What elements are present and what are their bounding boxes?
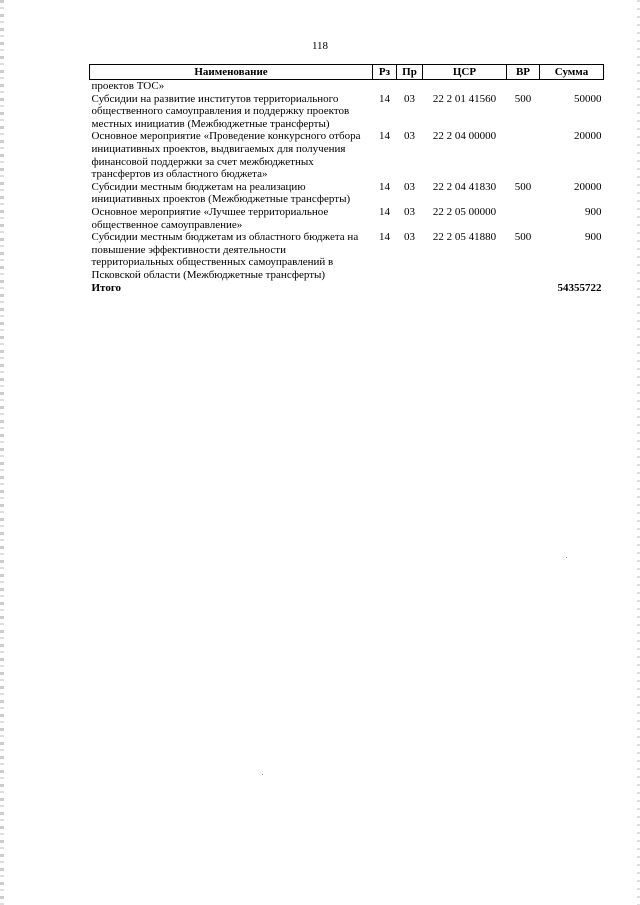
row-name: Основное мероприятие «Проведение конкурсного отбора инициативных проектов, выдвигаемых для получения финансовой поддержки за счет межбюджетных трансфертов из областного бюджета» [91, 130, 361, 181]
row-sum: 50000 [574, 92, 602, 105]
row-pr: 03 [404, 92, 415, 105]
total-label: Итого [91, 281, 122, 294]
row-sum [540, 80, 604, 93]
row-rz [373, 80, 397, 93]
scan-speck [262, 774, 263, 775]
row-csr: 22 2 05 00000 [432, 205, 497, 218]
row-name: Субсидии местным бюджетам из областного бюджета на повышение эффективности деятельности территориальных общественных самоуправлений в Псковской области (Межбюджетные трансферты) [91, 231, 359, 281]
row-vr: 500 [514, 180, 532, 193]
table-row [90, 80, 604, 93]
row-vr [507, 80, 540, 93]
header-csr: ЦСР [423, 65, 507, 80]
row-name: проектов ТОС» [91, 80, 165, 92]
row-vr [507, 130, 540, 180]
row-vr: 500 [514, 231, 532, 244]
row-csr: 22 2 04 41830 [432, 180, 497, 193]
row-pr: 03 [404, 205, 415, 218]
header-name: Наименование [90, 65, 373, 80]
row-pr [397, 80, 423, 93]
table-row [90, 130, 604, 180]
row-sum: 20000 [574, 180, 602, 193]
row-vr [507, 206, 540, 231]
row-pr: 03 [404, 231, 415, 244]
table-header-row [90, 65, 604, 80]
total-row [90, 282, 604, 295]
scan-speck [566, 557, 567, 558]
row-sum: 20000 [574, 130, 602, 143]
row-csr: 22 2 01 41560 [432, 92, 497, 105]
row-rz: 14 [379, 180, 390, 193]
table-row [90, 231, 604, 281]
header-pr: Пр [397, 65, 423, 80]
row-pr: 03 [404, 130, 415, 143]
row-name: Основное мероприятие «Лучшее территориальное общественное самоуправление» [91, 205, 329, 231]
row-csr [423, 80, 507, 93]
header-sum: Сумма [540, 65, 604, 80]
row-name: Субсидии местным бюджетам на реализацию инициативных проектов (Межбюджетные трансферты) [91, 180, 351, 206]
table-row [90, 181, 604, 206]
page-number: 118 [311, 40, 329, 52]
row-rz: 14 [379, 92, 390, 105]
header-vr: ВР [507, 65, 540, 80]
row-csr: 22 2 04 00000 [432, 130, 497, 143]
row-sum: 900 [585, 205, 602, 218]
row-name: Субсидии на развитие институтов территориального общественного самоуправления и поддержку проектов местных инициатив (Межбюджетные трансферты) [91, 92, 350, 130]
row-rz: 14 [379, 205, 390, 218]
scan-edge-left [0, 0, 4, 905]
budget-table [89, 64, 604, 294]
row-rz: 14 [379, 231, 390, 244]
row-rz: 14 [379, 130, 390, 143]
row-vr: 500 [514, 92, 532, 105]
row-sum: 900 [585, 231, 602, 244]
total-sum: 54355722 [557, 281, 602, 294]
table-row [90, 93, 604, 131]
row-pr: 03 [404, 180, 415, 193]
table-row [90, 206, 604, 231]
row-csr: 22 2 05 41880 [432, 231, 497, 244]
header-rz: Рз [373, 65, 397, 80]
